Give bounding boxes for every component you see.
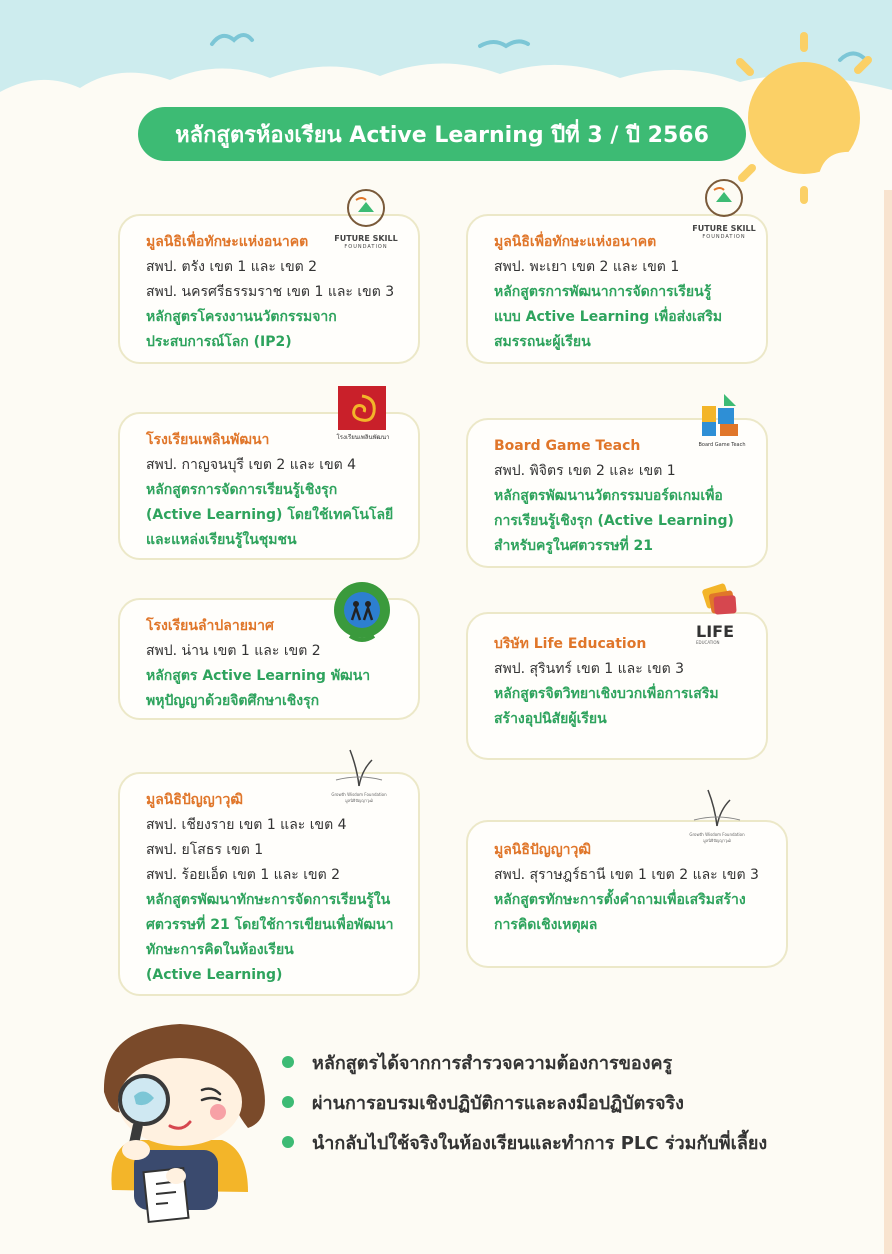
logo-text: Growth Wisdom Foundation: [689, 832, 745, 837]
course-name: หลักสูตรทักษะการตั้งคำถามเพื่อเสริมสร้าง: [494, 892, 746, 908]
future-skill-logo: [334, 188, 398, 250]
course-name: สมรรถนะผู้เรียน: [494, 334, 591, 350]
course-name: หลักสูตรการจัดการเรียนรู้เชิงรุก: [146, 482, 338, 498]
logo-text: Growth Wisdom Foundation: [331, 792, 387, 797]
right-edge-strip: [884, 150, 892, 1254]
org-name: มูลนิธิปัญญาวุฒิ: [146, 792, 244, 808]
page-title: หลักสูตรห้องเรียน Active Learning ปีที่ 3 / ปี 2566: [138, 107, 746, 161]
org-name: Board Game Teach: [494, 438, 641, 454]
course-name: (Active Learning) โดยใช้เทคโนโลยี: [146, 507, 394, 523]
bullet-dot-icon: [282, 1096, 294, 1108]
plearn-school-logo: [336, 386, 390, 442]
course-name: ประสบการณ์โลก (IP2): [146, 334, 292, 350]
list-item: [282, 1082, 767, 1122]
logo-subtext: มูลนิธิปัญญาวุฒิ: [345, 798, 373, 803]
org-name: มูลนิธิเพื่อทักษะแห่งอนาคต: [146, 234, 309, 250]
course-name: หลักสูตร Active Learning พัฒนา: [146, 668, 371, 684]
org-name: โรงเรียนลำปลายมาศ: [146, 618, 274, 634]
area-line: สพป. ตรัง เขต 1 และ เขต 2: [146, 259, 318, 275]
course-name: (Active Learning): [146, 967, 283, 983]
area-line: สพป. นครศรีธรรมราช เขต 1 และ เขต 3: [146, 284, 395, 300]
area-line: สพป. สุราษฎร์ธานี เขต 1 เขต 2 และ เขต 3: [494, 867, 759, 883]
area-line: สพป. กาญจนบุรี เขต 2 และ เขต 4: [146, 457, 357, 473]
area-line: สพป. สุรินทร์ เขต 1 และ เขต 3: [494, 661, 685, 677]
area-line: สพป. น่าน เขต 1 และ เขต 2: [146, 643, 321, 659]
area-line: สพป. พิจิตร เขต 2 และ เขต 1: [494, 463, 676, 479]
growth-wisdom-logo: [682, 784, 752, 846]
bullet-dot-icon: [282, 1136, 294, 1148]
logo-text: FUTURE SKILL: [334, 234, 398, 243]
area-line: สพป. ยโสธร เขต 1: [146, 842, 264, 858]
course-name: และแหล่งเรียนรู้ในชุมชน: [146, 532, 297, 548]
course-name: หลักสูตรพัฒนานวัตกรรมบอร์ดเกมเพื่อ: [494, 488, 723, 504]
growth-wisdom-logo: [324, 744, 394, 806]
course-name: สำหรับครูในศตวรรษที่ 21: [494, 538, 654, 554]
list-item-text: ผ่านการอบรมเชิงปฏิบัติการและลงมือปฏิบัตรจริง: [312, 1092, 684, 1114]
course-name: แบบ Active Learning เพื่อส่งเสริม: [494, 309, 723, 325]
course-name: พหุปัญญาด้วยจิตศึกษาเชิงรุก: [146, 693, 320, 709]
course-name: หลักสูตรการพัฒนาการจัดการเรียนรู้: [494, 284, 712, 300]
logo-subtext: FOUNDATION: [702, 234, 746, 240]
course-name: หลักสูตรจิตวิทยาเชิงบวกเพื่อการเสริม: [494, 686, 719, 702]
course-name: หลักสูตรโครงงานนวัตกรรมจาก: [146, 309, 337, 325]
bullet-dot-icon: [282, 1056, 294, 1068]
course-name: สร้างอุปนิสัยผู้เรียน: [494, 711, 607, 727]
course-name: การเรียนรู้เชิงรุก (Active Learning): [494, 513, 734, 529]
org-name: มูลนิธิเพื่อทักษะแห่งอนาคต: [494, 234, 657, 250]
list-item: [282, 1042, 767, 1082]
list-item: [282, 1122, 767, 1162]
girl-with-magnifying-glass-icon: [52, 1000, 292, 1240]
logo-text: โรงเรียนเพลินพัฒนา: [336, 434, 390, 441]
logo-subtext: EDUCATION: [696, 640, 720, 645]
area-line: สพป. พะเยา เขต 2 และ เขต 1: [494, 259, 680, 275]
org-name: มูลนิธิปัญญาวุฒิ: [494, 842, 592, 858]
course-name: หลักสูตรพัฒนาทักษะการจัดการเรียนรู้ใน: [146, 892, 391, 908]
org-name: โรงเรียนเพลินพัฒนา: [146, 432, 270, 448]
lamplaimat-school-logo: [330, 580, 394, 644]
area-line: สพป. ร้อยเอ็ด เขต 1 และ เขต 2: [146, 867, 341, 883]
course-name: ศตวรรษที่ 21 โดยใช้การเขียนเพื่อพัฒนา: [146, 917, 394, 933]
area-line: สพป. เชียงราย เขต 1 และ เขต 4: [146, 817, 347, 833]
org-name: บริษัท Life Education: [494, 636, 647, 652]
logo-text: Board Game Teach: [698, 442, 746, 448]
list-item-text: นำกลับไปใช้จริงในห้องเรียนและทำการ PLC ร่วมกับพี่เลี้ยง: [312, 1132, 768, 1154]
life-education-logo: [696, 582, 746, 645]
future-skill-logo: [692, 178, 756, 240]
list-item-text: หลักสูตรได้จากการสำรวจความต้องการของครู: [312, 1052, 673, 1074]
logo-subtext: FOUNDATION: [344, 244, 388, 250]
course-name: การคิดเชิงเหตุผล: [494, 917, 598, 933]
key-points-list: [282, 1042, 767, 1162]
board-game-teach-logo: [698, 392, 746, 448]
course-name: ทักษะการคิดในห้องเรียน: [146, 942, 294, 958]
logo-text: FUTURE SKILL: [692, 224, 756, 233]
logo-text: LIFE: [696, 622, 735, 641]
logo-subtext: มูลนิธิปัญญาวุฒิ: [703, 838, 731, 843]
